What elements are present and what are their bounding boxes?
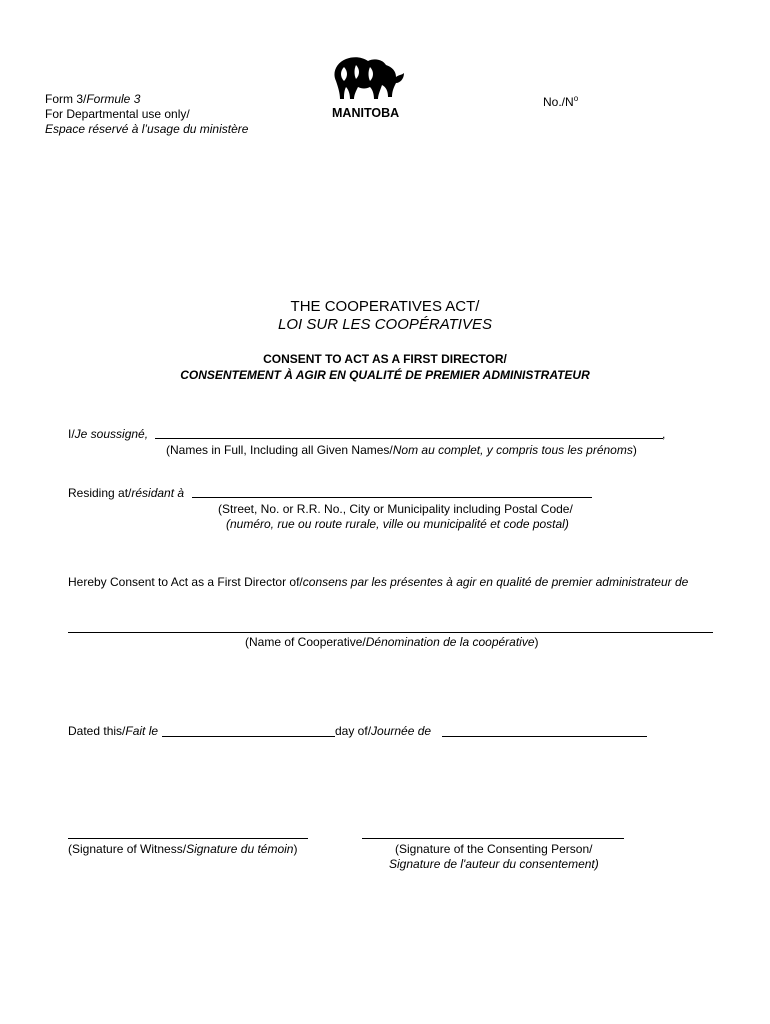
cooperative-name-hint: (Name of Cooperative/Dénomination de la coopérative) [245,635,539,649]
consent-title-fr: CONSENTEMENT À AGIR EN QUALITÉ DE PREMIER ADMINISTRATEUR [180,368,590,382]
names-label: I/Je soussigné, [68,427,149,441]
residing-input-line[interactable] [192,497,592,498]
manitoba-bison-logo-icon [326,53,406,105]
departmental-use-label: For Departmental use only/ [45,107,190,121]
dated-month-input-line[interactable] [442,736,647,737]
names-input-line[interactable] [155,438,663,439]
logo-wordmark: MANITOBA [332,106,400,120]
consenting-person-signature-line[interactable] [362,838,624,839]
cooperative-name-input-line[interactable] [68,632,713,633]
consenting-person-label: (Signature of the Consenting Person/ [395,842,593,856]
number-label: $No./N^o$ [543,94,579,109]
dated-label: Dated this/Fait le [68,724,159,738]
witness-signature-label: (Signature of Witness/Signature du témoin) [68,842,298,856]
day-of-label: day of/Journée de [335,724,432,738]
consent-title: CONSENT TO ACT AS A FIRST DIRECTOR/ [263,352,507,366]
residing-hint-fr: (numéro, rue ou route rurale, ville ou municipalité et code postal) [226,517,569,531]
residing-label: Residing at/résidant à [68,486,185,500]
witness-signature-line[interactable] [68,838,308,839]
dated-day-input-line[interactable] [162,736,335,737]
names-hint: (Names in Full, Including all Given Names/Nom au complet, y compris tous les prénoms) [166,443,637,457]
form-number-label: Form 3/Formule 3 [45,92,141,106]
departmental-use-label-fr: Espace réservé à l’usage du ministère [45,122,249,136]
names-comma: , [662,427,666,441]
act-title-fr: LOI SUR LES COOPÉRATIVES [278,316,492,333]
act-title: THE COOPERATIVES ACT/ [290,298,480,315]
consenting-person-label-fr: Signature de l'auteur du consentement) [389,857,599,871]
residing-hint: (Street, No. or R.R. No., City or Municipality including Postal Code/ [218,502,573,516]
consent-statement: Hereby Consent to Act as a First Director of/consens par les présentes à agir en qualité de premier administrateur de [68,575,689,589]
